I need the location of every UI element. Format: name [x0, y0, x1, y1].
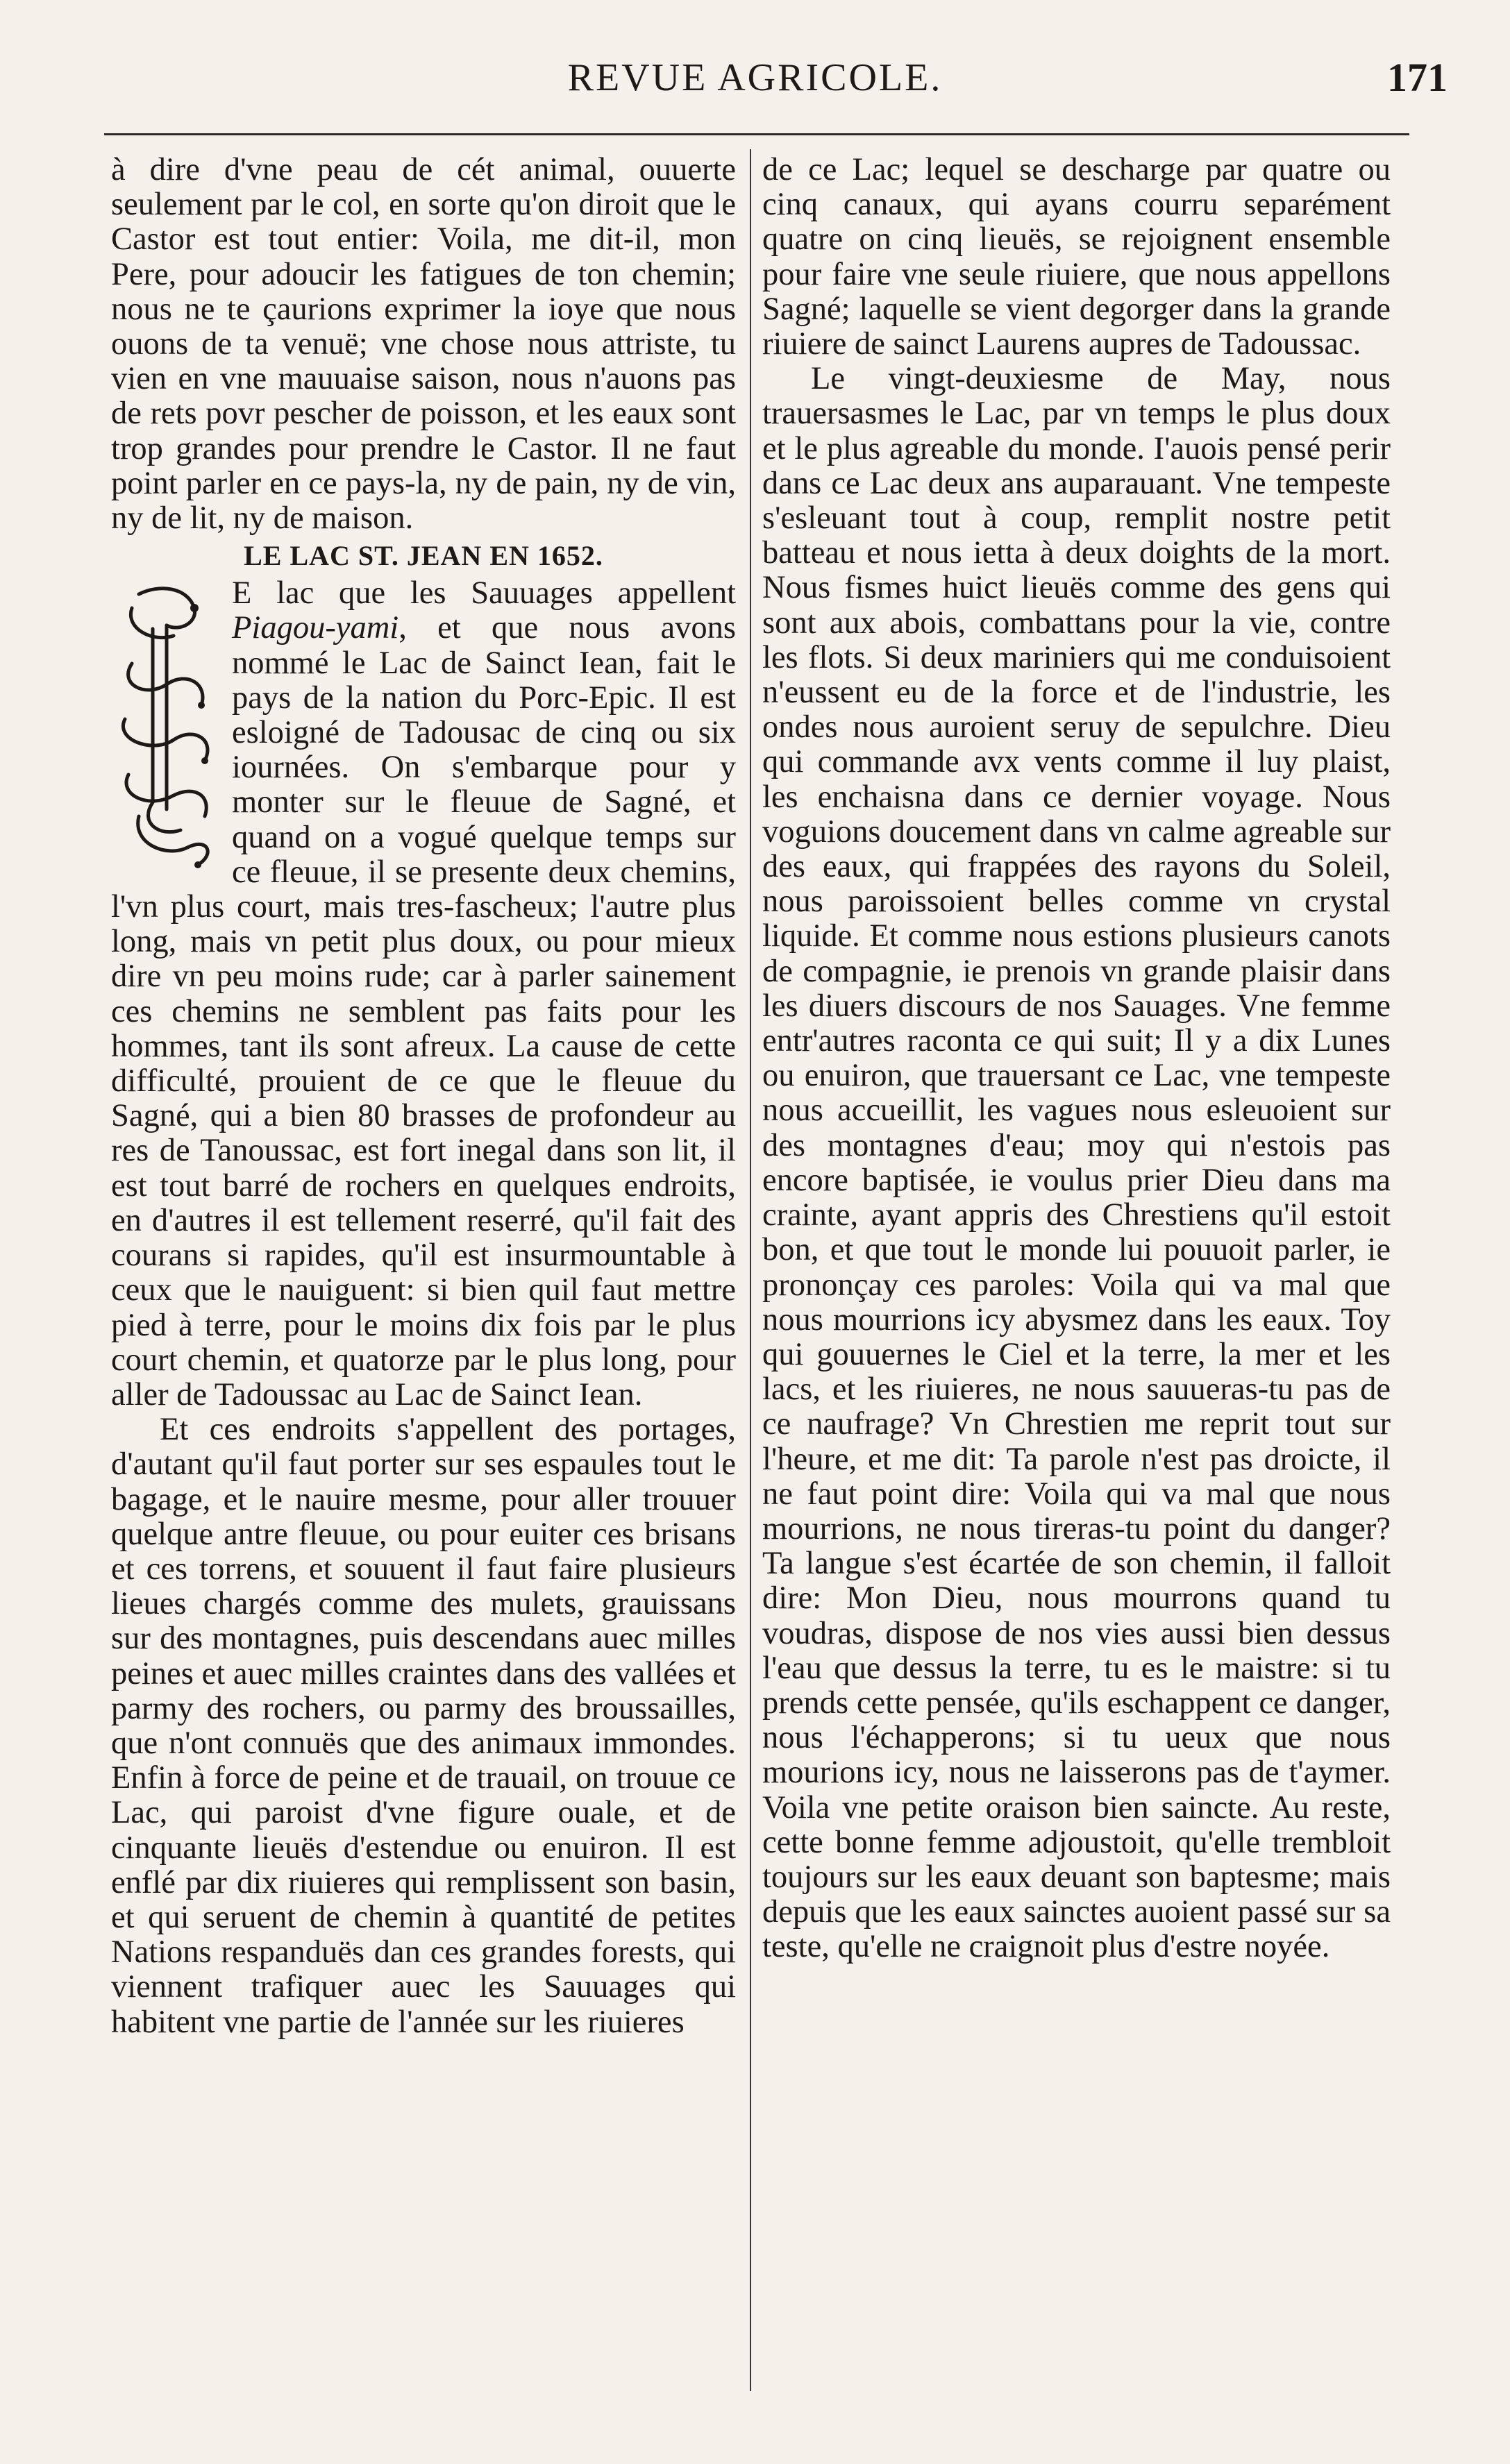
right-paragraph-1: de ce Lac; lequel se descharge par quatre ou cinq canaux, qui ayans courru separément quatre on cinq lieuës, se rejoignent ensemble pour faire vne seule riuiere, que nous appellons Sagné; laquelle se vient degorger dans la grande riuiere de sainct Laurens aupres de Tadoussac. [762, 152, 1391, 362]
header-rule [104, 133, 1409, 135]
right-column [762, 153, 1391, 2388]
paragraph-2-rest: , et que nous avons nommé le Lac de Sainct Iean, fait le pays de la nation du Porc-Epic. Il est esloigné de Tadousac de cinq ou six iournées. On s'embarque pour y monter sur le fleuue de Sagné, et quand on a vogué quelque temps sur ce fleuue, il se presente deux chemins, l'vn plus court, mais tres-fascheux; l'autre plus long, mais vn petit plus doux, ou pour mieux dire vn peu moins rude; car à parler sainement ces chemins ne semblent pas faits pour les hommes, tant ils sont afreux. La cause de cette difficulté, prouient de ce que le fleuue du Sagné, qui a bien 80 brasses de profondeur au res de Tanoussac, est fort inegal dans son lit, il est tout barré de rochers en quelques endroits, en d'autres il est tellement reserré, qu'il fait des courans si rapides, qu'il est insurmountable à ceux que le nauiguent: si bien quil faut mettre pied à terre, pour le moins dix fois par le plus court chemin, et quatorze par le plus long, pour aller de Tadoussac au Lac de Sainct Iean. [111, 610, 736, 1412]
left-column [111, 153, 736, 2388]
ornamental-initial-l-icon [111, 580, 222, 872]
right-paragraph-2: Le vingt-deuxiesme de May, nous trauersasmes le Lac, par vn temps le plus doux et le plus agreable du monde. I'auois pensé perir dans ce Lac deux ans auparauant. Vne tempeste s'esleuant tout à coup, remplit nostre petit batteau et nous ietta à deux doights de la mort. Nous fismes huict lieuës comme des gens qui sont aux abois, combattans pour la vie, contre les flots. Si deux mariniers qui me conduisoient n'eussent eu de la force et de l'industrie, les ondes nous auroient seruy de sepulchre. Dieu qui commande avx vents comme il luy plaist, les enchaisna dans ce dernier voyage. Nous voguions doucement dans vn calme agreable sur des eaux, qui frappées des rayons du Soleil, nous paroissoient belles comme vn crystal liquide. Et comme nous estions plusieurs canots de compagnie, ie prenois vn grande plaisir dans les diuers discours de nos Sauages. Vne femme entr'autres raconta ce qui suit; Il y a dix Lunes ou enuiron, que trauersant ce Lac, vne tempeste nous accueillit, les vagues nous esleuoient sur des montagnes d'eau; moy qui n'estois pas encore baptisée, ie voulus prier Dieu dans ma crainte, ayant appris des Chrestiens qu'il estoit bon, et que tout le monde lui pouuoit parler, ie prononçay ces paroles: Voila qui va mal que nous mourrions icy abysmez dans les eaux. Toy qui gouuernes le Ciel et la terre, la mer et les lacs, et les riuieres, ne nous sauueras-tu pas de ce naufrage? Vn Chrestien me reprit tout sur l'heure, et me dit: Ta parole n'est pas droicte, il ne faut point dire: Voila qui va mal que nous mourrions, ne nous tireras-tu point du danger? Ta langue s'est écartée de son chemin, il falloit dire: Mon Dieu, nous mourrons quand tu voudras, dispose de nos vies aussi bien dessus l'eau que dessus la terre, tu es le maistre: si tu prends cette pensée, qu'ils eschappent ce danger, nous l'échapperons; si tu ueux que nous mourions icy, nous ne laisserons pas de t'aymer. Voila vne petite oraison bien saincte. Au reste, cette bonne femme adjoustoit, qu'elle trembloit toujours sur les eaux deuant son baptesme; mais depuis que les eaux sainctes auoient passé sur sa teste, qu'elle ne craignoit plus d'estre noyée. [762, 361, 1391, 1965]
left-paragraph-1: à dire d'vne peau de cét animal, ouuerte seulement par le col, en sorte qu'on diroit que le Castor est tout entier: Voila, me dit-il, mon Pere, pour adoucir les fatigues de ton chemin; nous ne te çaurions exprimer la ioye que nous ouons de ta venuë; vne chose nous attriste, tu vien en vne mauuaise saison, nous n'auons pas de rets povr pescher de poisson, et les eaux sont trop grandes pour prendre le Castor. Il ne faut point parler en ce pays-la, ny de pain, ny de vin, ny de lit, ny de maison. [111, 152, 736, 537]
running-title: REVUE AGRICOLE. [567, 56, 943, 99]
column-divider [750, 149, 751, 2391]
page-header [0, 42, 1510, 111]
left-paragraph-2 [111, 576, 736, 1412]
paragraph-2-start: E lac que les Sauuages appellent [232, 575, 736, 611]
lake-native-name: Piagou-yami [232, 610, 399, 646]
section-heading: LE LAC ST. JEAN EN 1652. [244, 540, 603, 572]
left-paragraph-3: Et ces endroits s'appellent des portages, d'autant qu'il faut porter sur ses espaules tout le bagage, et le nauire mesme, pour aller trouuer quelque antre fleuue, ou pour euiter ces brisans et ces torrens, et souuent il faut faire plusieurs lieues chargés comme des mulets, grauissans sur des montagnes, puis descendans auec milles peines et auec milles craintes dans des vallées et parmy des rochers, ou parmy des broussailles, que n'ont connuës que des animaux immondes. Enfin à force de peine et de trauail, on trouue ce Lac, qui paroist d'vne figure ouale, et de cinquante lieuës d'estendue ou enuiron. Il est enflé par dix riuieres qui remplissent son basin, et qui seruent de chemin à quantité de petites Nations respanduës dan ces grandes forests, qui viennent trafiquer auec les Sauuages qui habitent vne partie de l'année sur les riuieres [111, 1412, 736, 2040]
page-number: 171 [1387, 55, 1448, 100]
